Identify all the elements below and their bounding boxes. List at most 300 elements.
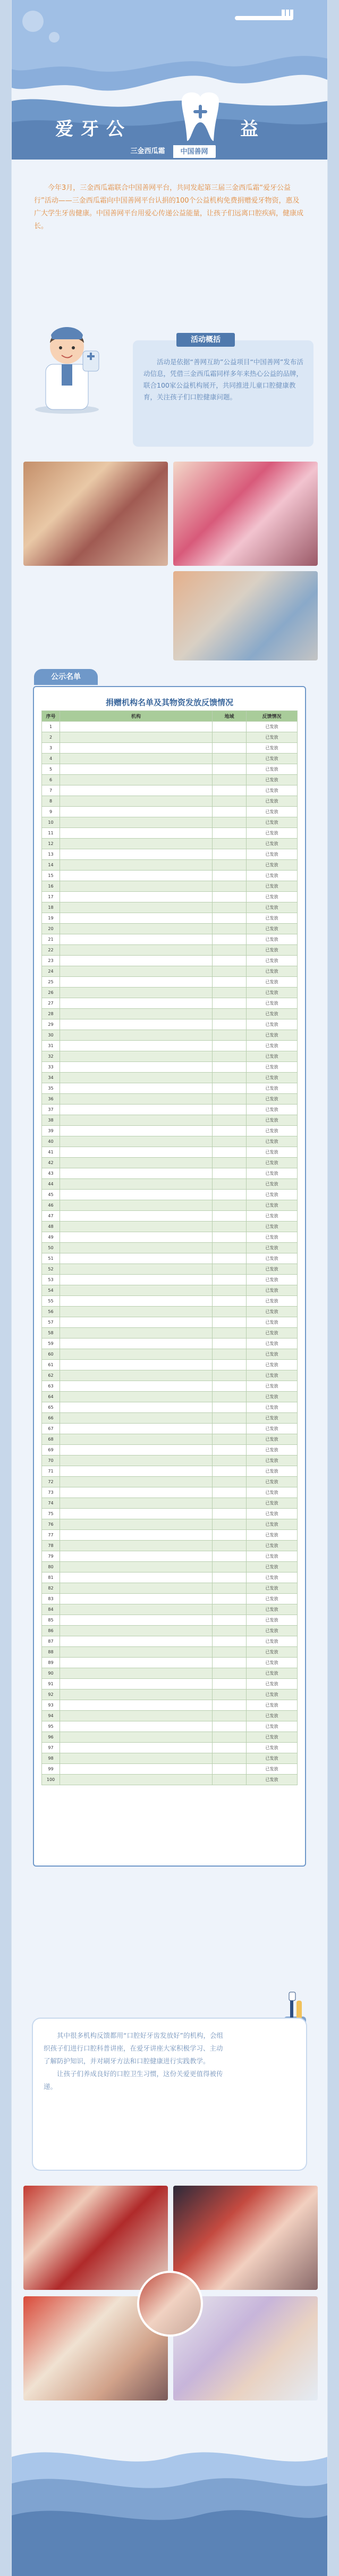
table-cell — [213, 945, 247, 956]
table-row — [42, 1179, 298, 1190]
table-row — [42, 1211, 298, 1222]
table-cell — [60, 1690, 213, 1700]
table-cell — [60, 1402, 213, 1413]
table-cell: 已发放 — [247, 1147, 298, 1158]
table-cell: 已发放 — [247, 924, 298, 934]
table-cell — [60, 849, 213, 860]
table-cell — [60, 1424, 213, 1434]
table-cell: 18 — [42, 902, 60, 913]
table-cell: 已发放 — [247, 1275, 298, 1285]
table-cell — [213, 1466, 247, 1477]
table-row — [42, 924, 298, 934]
table-cell: 80 — [42, 1562, 60, 1573]
table-cell — [60, 1328, 213, 1339]
table-row — [42, 1732, 298, 1743]
table-cell: 45 — [42, 1190, 60, 1200]
table-cell — [60, 1019, 213, 1030]
table-cell: 已发放 — [247, 1615, 298, 1626]
table-row — [42, 1381, 298, 1392]
table-row — [42, 1668, 298, 1679]
table-cell: 已发放 — [247, 1200, 298, 1211]
table-cell — [60, 913, 213, 924]
table-cell — [60, 807, 213, 817]
table-cell — [60, 1349, 213, 1360]
table-cell — [213, 1413, 247, 1424]
table-cell: 91 — [42, 1679, 60, 1690]
table-cell: 已发放 — [247, 764, 298, 775]
table-row — [42, 977, 298, 988]
table-cell: 17 — [42, 892, 60, 902]
table-cell — [213, 1168, 247, 1179]
table-cell — [213, 1317, 247, 1328]
table-cell — [213, 1764, 247, 1775]
table-cell — [60, 1200, 213, 1211]
table-cell: 已发放 — [247, 1604, 298, 1615]
table-cell: 已发放 — [247, 966, 298, 977]
table-cell: 已发放 — [247, 1679, 298, 1690]
table-cell: 已发放 — [247, 1349, 298, 1360]
table-cell: 已发放 — [247, 860, 298, 871]
table-row — [42, 1498, 298, 1509]
table-cell: 54 — [42, 1285, 60, 1296]
table-cell: 93 — [42, 1700, 60, 1711]
table-cell: 74 — [42, 1498, 60, 1509]
table-cell — [60, 977, 213, 988]
table-header-cell: 机构 — [60, 711, 213, 722]
table-cell — [213, 1222, 247, 1232]
table-cell: 已发放 — [247, 1168, 298, 1179]
table-cell: 86 — [42, 1626, 60, 1636]
table-row — [42, 1636, 298, 1647]
table-cell: 已发放 — [247, 775, 298, 785]
table-header-row — [42, 711, 298, 722]
table-cell: 31 — [42, 1041, 60, 1051]
table-cell: 已发放 — [247, 849, 298, 860]
table-row — [42, 785, 298, 796]
table-cell: 已发放 — [247, 1126, 298, 1136]
table-row — [42, 1424, 298, 1434]
table-cell — [213, 785, 247, 796]
table-cell: 2 — [42, 732, 60, 743]
table-cell — [60, 1658, 213, 1668]
table-cell — [60, 1275, 213, 1285]
table-row — [42, 1232, 298, 1243]
table-cell: 已发放 — [247, 1285, 298, 1296]
table-row — [42, 1147, 298, 1158]
table-cell — [213, 1339, 247, 1349]
table-cell — [213, 1711, 247, 1721]
table-row — [42, 1519, 298, 1530]
table-cell: 6 — [42, 775, 60, 785]
table-cell — [213, 1285, 247, 1296]
table-cell — [213, 1519, 247, 1530]
closing-card — [33, 2019, 306, 2170]
table-cell — [60, 1456, 213, 1466]
table-cell — [60, 1392, 213, 1402]
table-cell — [60, 1679, 213, 1690]
table-cell — [213, 1541, 247, 1551]
table-cell — [60, 1051, 213, 1062]
table-cell: 47 — [42, 1211, 60, 1222]
event-photo-1 — [23, 462, 168, 566]
table-cell: 已发放 — [247, 1519, 298, 1530]
table-cell — [213, 1179, 247, 1190]
table-cell: 已发放 — [247, 1030, 298, 1041]
table-cell: 68 — [42, 1434, 60, 1445]
tooth-icon — [176, 90, 224, 144]
table-cell: 已发放 — [247, 1434, 298, 1445]
table-row — [42, 988, 298, 998]
table-cell: 99 — [42, 1764, 60, 1775]
table-cell: 61 — [42, 1360, 60, 1370]
table-row — [42, 849, 298, 860]
table-cell: 52 — [42, 1264, 60, 1275]
table-cell — [60, 988, 213, 998]
table-cell: 已发放 — [247, 1296, 298, 1307]
table-cell — [60, 1211, 213, 1222]
table-cell — [213, 1477, 247, 1487]
tag-sanjin: 三金西瓜霜 — [123, 145, 172, 158]
table-cell — [213, 1253, 247, 1264]
table-cell — [60, 1604, 213, 1615]
table-row — [42, 1073, 298, 1083]
table-cell: 已发放 — [247, 1253, 298, 1264]
table-cell — [213, 1530, 247, 1541]
table-cell: 33 — [42, 1062, 60, 1073]
table-row — [42, 1615, 298, 1626]
table-row — [42, 1136, 298, 1147]
table-cell: 95 — [42, 1721, 60, 1732]
event-photo-3 — [173, 571, 318, 660]
table-row — [42, 1775, 298, 1785]
table-cell: 58 — [42, 1328, 60, 1339]
table-cell — [60, 1253, 213, 1264]
table-cell — [60, 1370, 213, 1381]
table-cell — [213, 966, 247, 977]
table-cell: 4 — [42, 754, 60, 764]
table-cell: 已发放 — [247, 1105, 298, 1115]
table-cell — [60, 1753, 213, 1764]
event-photo-5 — [173, 2186, 318, 2290]
table-cell: 已发放 — [247, 1009, 298, 1019]
table-cell — [213, 1030, 247, 1041]
table-cell: 已发放 — [247, 1370, 298, 1381]
table-cell — [60, 998, 213, 1009]
table-row — [42, 1711, 298, 1721]
table-cell — [213, 892, 247, 902]
table-row — [42, 1743, 298, 1753]
table-row — [42, 1466, 298, 1477]
table-cell: 71 — [42, 1466, 60, 1477]
table-cell — [213, 1456, 247, 1466]
table-cell: 已发放 — [247, 1487, 298, 1498]
table-cell: 62 — [42, 1370, 60, 1381]
table-cell: 26 — [42, 988, 60, 998]
table-row — [42, 817, 298, 828]
closing-paragraph-1: 其中很多机构反馈都用“口腔好牙齿发放好”的机构，会组织孩子们进行口腔科普讲座，在爱牙讲座大家积极学习、主动了解防护知识，并对刷牙方法和口腔健康进行实践教学。 — [44, 2031, 223, 2065]
table-cell: 30 — [42, 1030, 60, 1041]
table-row — [42, 1626, 298, 1636]
table-cell — [213, 871, 247, 881]
table-row — [42, 1275, 298, 1285]
table-row — [42, 1317, 298, 1328]
table-cell: 已发放 — [247, 892, 298, 902]
table-cell — [213, 1360, 247, 1370]
table-cell — [213, 988, 247, 998]
table-cell — [60, 1530, 213, 1541]
table-cell: 已发放 — [247, 1658, 298, 1668]
table-cell — [213, 860, 247, 871]
table-cell — [213, 913, 247, 924]
table-cell — [213, 1690, 247, 1700]
table-cell — [60, 732, 213, 743]
table-cell — [60, 1126, 213, 1136]
table-cell: 已发放 — [247, 934, 298, 945]
table-cell — [213, 1487, 247, 1498]
table-row — [42, 1307, 298, 1317]
table-cell — [60, 1030, 213, 1041]
table-cell: 59 — [42, 1339, 60, 1349]
table-cell — [213, 1009, 247, 1019]
table-cell — [60, 817, 213, 828]
table-row — [42, 871, 298, 881]
table-row — [42, 1051, 298, 1062]
table-cell: 16 — [42, 881, 60, 892]
table-cell: 已发放 — [247, 785, 298, 796]
table-cell — [213, 1307, 247, 1317]
table-row — [42, 1030, 298, 1041]
table-row — [42, 1530, 298, 1541]
table-cell: 44 — [42, 1179, 60, 1190]
table-cell — [213, 1509, 247, 1519]
table-cell — [60, 1626, 213, 1636]
table-row — [42, 913, 298, 924]
table-cell: 79 — [42, 1551, 60, 1562]
table-cell — [60, 1594, 213, 1604]
table-row — [42, 934, 298, 945]
table-row — [42, 956, 298, 966]
table-cell — [213, 1498, 247, 1509]
table-cell — [60, 1232, 213, 1243]
table-row — [42, 1264, 298, 1275]
table-cell — [60, 1541, 213, 1551]
event-photo-4 — [23, 2186, 168, 2290]
table-cell: 已发放 — [247, 1668, 298, 1679]
table-cell — [213, 764, 247, 775]
table-cell: 已发放 — [247, 1232, 298, 1243]
table-cell: 76 — [42, 1519, 60, 1530]
header-tags — [12, 145, 327, 161]
table-cell: 已发放 — [247, 1551, 298, 1562]
table-row — [42, 1349, 298, 1360]
table-cell — [213, 754, 247, 764]
table-cell — [213, 732, 247, 743]
table-row — [42, 1328, 298, 1339]
table-cell — [60, 1168, 213, 1179]
table-cell — [213, 1551, 247, 1562]
table-cell: 49 — [42, 1232, 60, 1243]
table-cell — [213, 1328, 247, 1339]
table-cell: 11 — [42, 828, 60, 839]
table-row — [42, 1721, 298, 1732]
table-cell: 48 — [42, 1222, 60, 1232]
table-cell: 1 — [42, 722, 60, 732]
table-cell: 36 — [42, 1094, 60, 1105]
table-cell — [213, 1211, 247, 1222]
table-cell — [213, 934, 247, 945]
table-cell — [60, 754, 213, 764]
table-row — [42, 998, 298, 1009]
table-cell — [213, 1721, 247, 1732]
table-cell: 57 — [42, 1317, 60, 1328]
table-cell: 77 — [42, 1530, 60, 1541]
table-cell — [60, 1307, 213, 1317]
table-cell: 28 — [42, 1009, 60, 1019]
table-cell — [60, 1222, 213, 1232]
table-cell: 37 — [42, 1105, 60, 1115]
table-cell — [213, 1604, 247, 1615]
table-cell — [213, 1147, 247, 1158]
table-cell: 已发放 — [247, 1094, 298, 1105]
table-cell — [213, 1019, 247, 1030]
table-cell: 13 — [42, 849, 60, 860]
table-cell — [60, 1615, 213, 1626]
title-right: 益 — [240, 119, 266, 140]
table-cell — [60, 1700, 213, 1711]
table-row — [42, 1487, 298, 1498]
table-cell: 已发放 — [247, 1573, 298, 1583]
footer-wave-graphic — [12, 2425, 327, 2576]
table-row — [42, 1679, 298, 1690]
table-cell — [60, 785, 213, 796]
table-cell — [213, 1615, 247, 1626]
table-row — [42, 1243, 298, 1253]
table-cell: 已发放 — [247, 722, 298, 732]
table-cell: 已发放 — [247, 1647, 298, 1658]
table-cell — [213, 796, 247, 807]
table-row — [42, 1562, 298, 1573]
table-cell: 已发放 — [247, 998, 298, 1009]
table-cell — [213, 1083, 247, 1094]
table-cell: 14 — [42, 860, 60, 871]
table-cell — [213, 1158, 247, 1168]
table-cell: 已发放 — [247, 1243, 298, 1253]
list-tab: 公示名单 — [34, 669, 98, 685]
table-cell — [213, 849, 247, 860]
table-cell — [60, 902, 213, 913]
table-cell: 已发放 — [247, 1115, 298, 1126]
table-cell: 40 — [42, 1136, 60, 1147]
table-cell: 56 — [42, 1307, 60, 1317]
table-cell — [60, 1445, 213, 1456]
table-cell — [60, 1519, 213, 1530]
table-cell — [60, 1732, 213, 1743]
table-row — [42, 1392, 298, 1402]
table-cell — [213, 881, 247, 892]
table-cell: 已发放 — [247, 1456, 298, 1466]
table-cell — [213, 1296, 247, 1307]
table-row — [42, 1690, 298, 1700]
table-cell: 已发放 — [247, 1721, 298, 1732]
table-row — [42, 1105, 298, 1115]
table-cell: 已发放 — [247, 732, 298, 743]
table-cell — [213, 839, 247, 849]
table-row — [42, 1222, 298, 1232]
table-cell — [213, 1105, 247, 1115]
table-cell — [60, 1073, 213, 1083]
table-body — [42, 722, 298, 1785]
event-photo-circle — [137, 2271, 203, 2337]
table-cell — [213, 1562, 247, 1573]
table-cell: 已发放 — [247, 1541, 298, 1551]
table-cell: 已发放 — [247, 1360, 298, 1370]
table-cell — [60, 1179, 213, 1190]
table-row — [42, 743, 298, 754]
table-row — [42, 1434, 298, 1445]
table-cell: 98 — [42, 1753, 60, 1764]
table-row — [42, 1094, 298, 1105]
table-row — [42, 881, 298, 892]
table-cell: 38 — [42, 1115, 60, 1126]
table-cell — [213, 1275, 247, 1285]
table-cell — [60, 1434, 213, 1445]
table-cell: 9 — [42, 807, 60, 817]
table-cell: 已发放 — [247, 1509, 298, 1519]
intro-paragraph: 今年3月，三金西瓜霜联合中国善网平台，共同发起第三届三金西瓜霜“爱牙公益行”活动——三金西瓜霜向中国善网平台认捐的100个公益机构免费捐赠爱牙物资，惠及广大学生牙齿健康。中国善网平台用爱心传递公益能量，让孩子们远离口腔疾病，健康成长。 — [34, 184, 304, 230]
table-row — [42, 1445, 298, 1456]
table-cell: 已发放 — [247, 881, 298, 892]
table-cell — [60, 1636, 213, 1647]
table-cell: 已发放 — [247, 1732, 298, 1743]
table-row — [42, 722, 298, 732]
table-cell — [213, 1392, 247, 1402]
table-cell: 50 — [42, 1243, 60, 1253]
table-cell: 75 — [42, 1509, 60, 1519]
doctor-illustration — [24, 314, 109, 415]
table-cell: 已发放 — [247, 1583, 298, 1594]
table-cell — [213, 722, 247, 732]
table-cell — [213, 1626, 247, 1636]
table-cell: 已发放 — [247, 1530, 298, 1541]
table-cell: 43 — [42, 1168, 60, 1179]
table-cell: 已发放 — [247, 1711, 298, 1721]
tag-shanwang: 中国善网 — [173, 145, 216, 158]
table-cell: 已发放 — [247, 956, 298, 966]
table-cell — [60, 892, 213, 902]
activity-text: 活动是依据“善网互助”公益项目“中国善网”发布活动信息，凭借三金西瓜霜同样多年来热心公益的品牌，联合100家公益机构展开，共同推进儿童口腔健康教育，关注孩子们口腔健康问题。 — [143, 358, 303, 401]
table-cell — [60, 1381, 213, 1392]
table-cell: 32 — [42, 1051, 60, 1062]
table-cell — [213, 1232, 247, 1243]
table-cell: 78 — [42, 1541, 60, 1551]
table-row — [42, 1456, 298, 1466]
table-cell — [60, 1147, 213, 1158]
table-cell: 已发放 — [247, 754, 298, 764]
table-cell — [213, 1658, 247, 1668]
table-cell: 3 — [42, 743, 60, 754]
table-cell — [60, 924, 213, 934]
table-cell — [213, 956, 247, 966]
table-cell — [213, 1594, 247, 1604]
table-cell: 已发放 — [247, 1158, 298, 1168]
table-cell: 10 — [42, 817, 60, 828]
table-cell: 7 — [42, 785, 60, 796]
table-row — [42, 1009, 298, 1019]
table-cell — [60, 945, 213, 956]
table-cell — [60, 1477, 213, 1487]
table-cell: 55 — [42, 1296, 60, 1307]
table-cell — [60, 1668, 213, 1679]
